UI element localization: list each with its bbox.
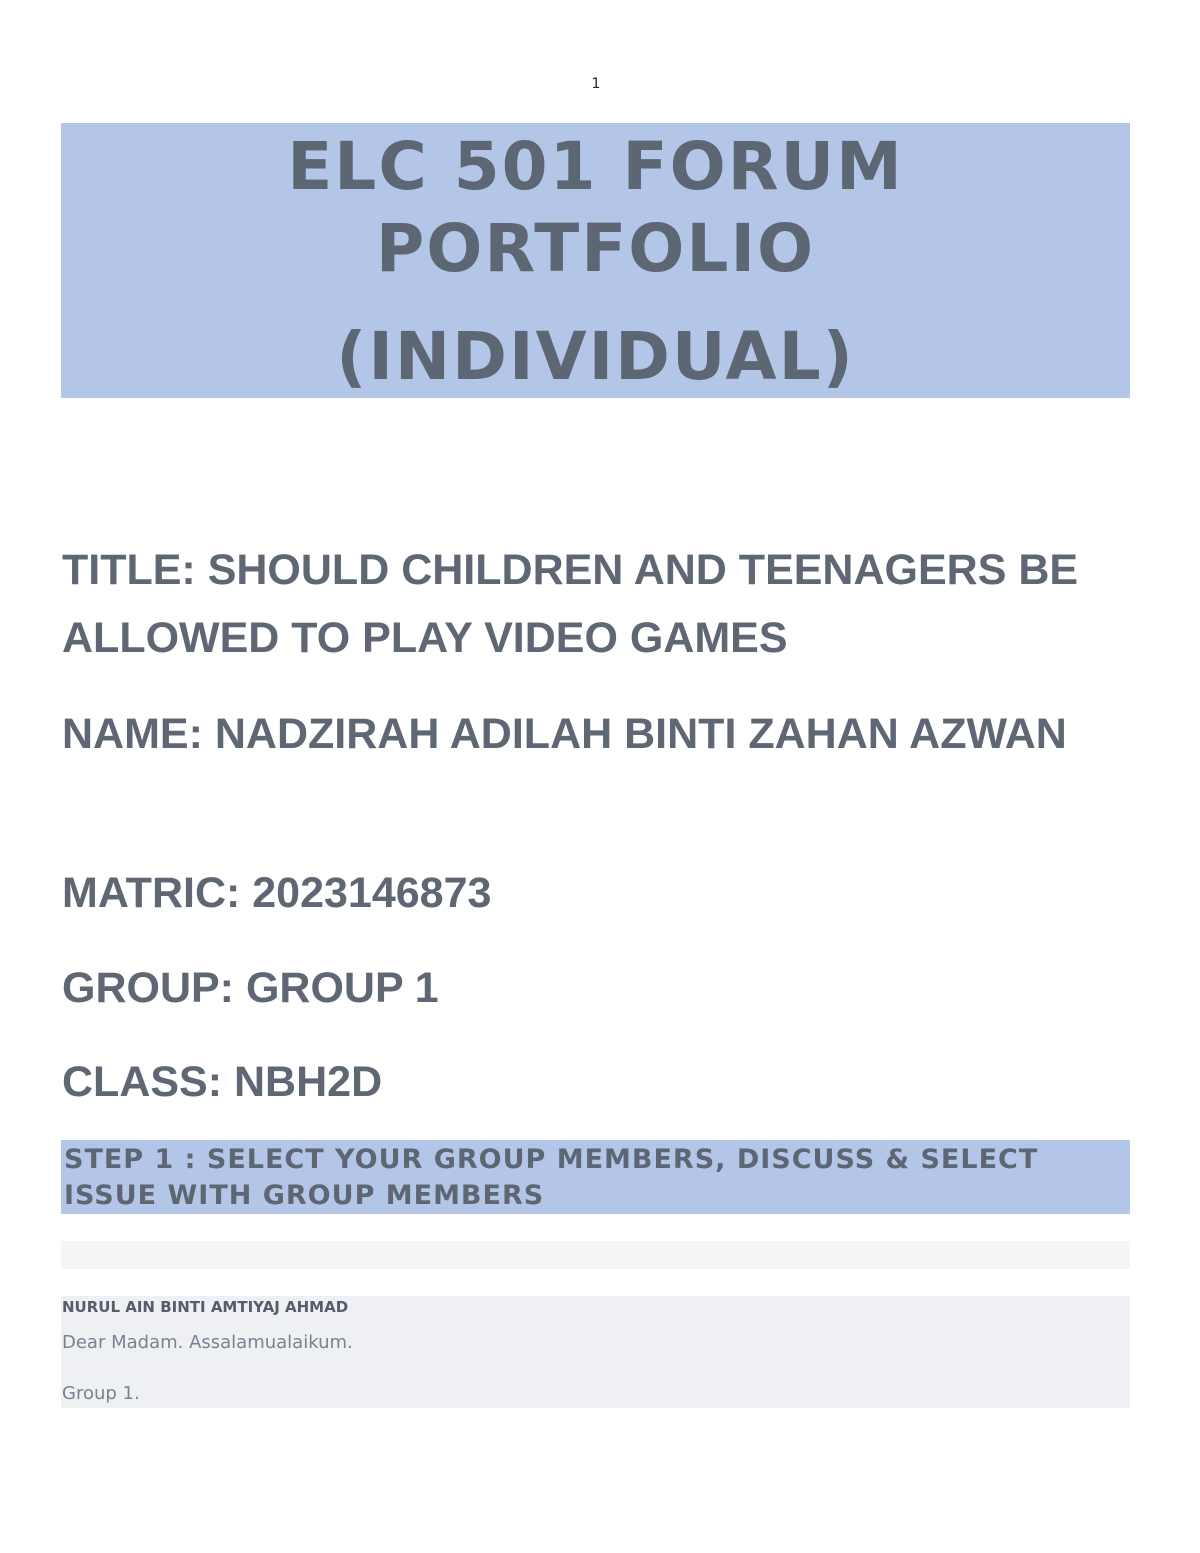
post-greeting: Dear Madam. Assalamualaikum.: [62, 1332, 353, 1353]
forum-post: [61, 1296, 1130, 1408]
group-label: GROUP: GROUP 1: [62, 964, 439, 1012]
title-line-2: PORTFOLIO: [375, 210, 816, 287]
post-author: NURUL AIN BINTI AMTIYAJ AHMAD: [62, 1298, 349, 1316]
essay-title: TITLE: SHOULD CHILDREN AND TEENAGERS BE ALLOWED TO PLAY VIDEO GAMES: [62, 546, 1079, 662]
matric-number: MATRIC: 2023146873: [62, 869, 492, 917]
step-1-heading: STEP 1 : SELECT YOUR GROUP MEMBERS, DISCUSS & SELECT ISSUE WITH GROUP MEMBERS: [61, 1140, 1130, 1214]
title-line-3: (INDIVIDUAL): [336, 318, 855, 395]
post-group-line: Group 1.: [62, 1383, 140, 1404]
spacer-bar: [61, 1241, 1130, 1269]
title-banner: [61, 123, 1130, 398]
title-line-1: ELC 501 FORUM: [287, 128, 904, 205]
page-number: 1: [591, 76, 601, 92]
class-label: CLASS: NBH2D: [62, 1058, 383, 1106]
student-name: NAME: NADZIRAH ADILAH BINTI ZAHAN AZWAN: [62, 710, 1067, 758]
